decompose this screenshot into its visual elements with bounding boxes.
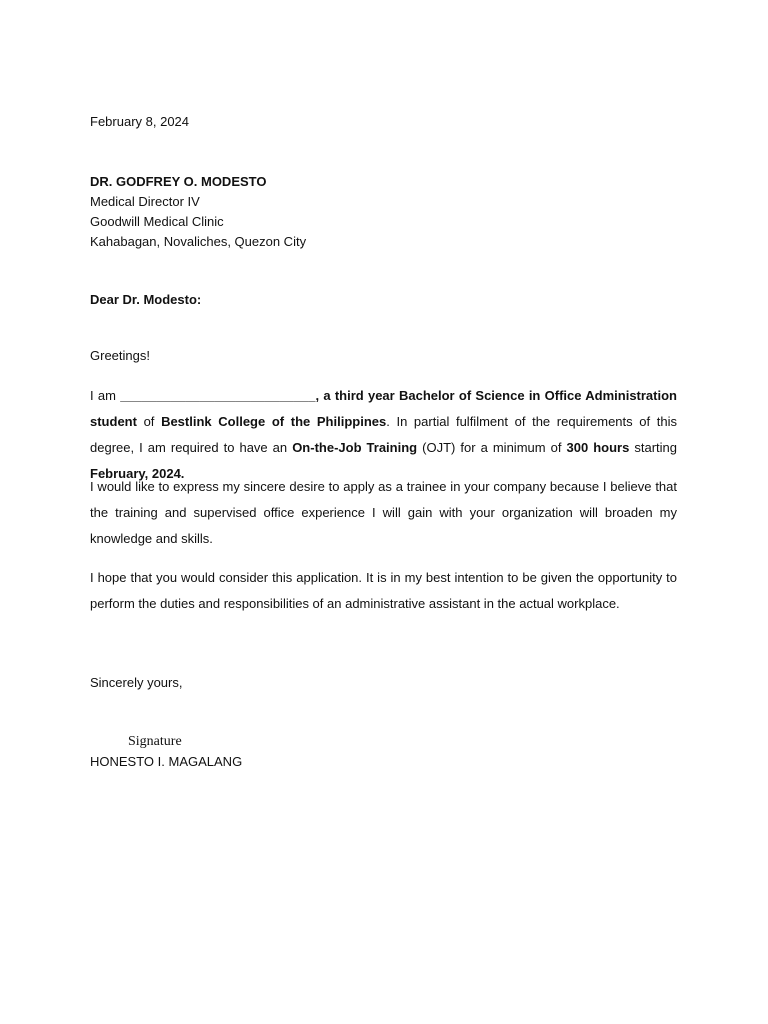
recipient-title: Medical Director IV <box>90 194 200 209</box>
body-paragraph-2: I would like to express my sincere desire to apply as a trainee in your company because I believe that the training and supervised office experience I will gain with your organization will broaden my knowledge and skills. <box>90 479 677 546</box>
recipient-organization: Goodwill Medical Clinic <box>90 214 224 229</box>
letter-date: February 8, 2024 <box>90 114 190 129</box>
salutation: Dear Dr. Modesto: <box>90 292 202 307</box>
school-name: Bestlink College of the Philippines <box>161 414 387 429</box>
signature: Signature <box>128 734 182 749</box>
closing: Sincerely yours, <box>90 675 183 690</box>
name-blank-line: ___________________________ <box>120 388 316 403</box>
greeting: Greetings! <box>90 348 150 363</box>
sender-name: HONESTO I. MAGALANG <box>90 754 243 769</box>
recipient-address: Kahabagan, Novaliches, Quezon City <box>90 234 307 249</box>
body-paragraph-3: I hope that you would consider this application. It is in my best intention to be given the opportunity to perform the duties and responsibilities of an administrative assistant in the actual workplace. <box>90 570 677 611</box>
recipient-name: DR. GODFREY O. MODESTO <box>90 174 267 189</box>
body-paragraph-1: I am ___________________________, a third year Bachelor of Science in Office Administration student of Bestlink College of the Philippines. In partial fulfilment of the requirements of this degree, I am required to have an On-the-Job Training (OJT) for a minimum of 300 hours starting February, 2024. <box>90 388 677 481</box>
